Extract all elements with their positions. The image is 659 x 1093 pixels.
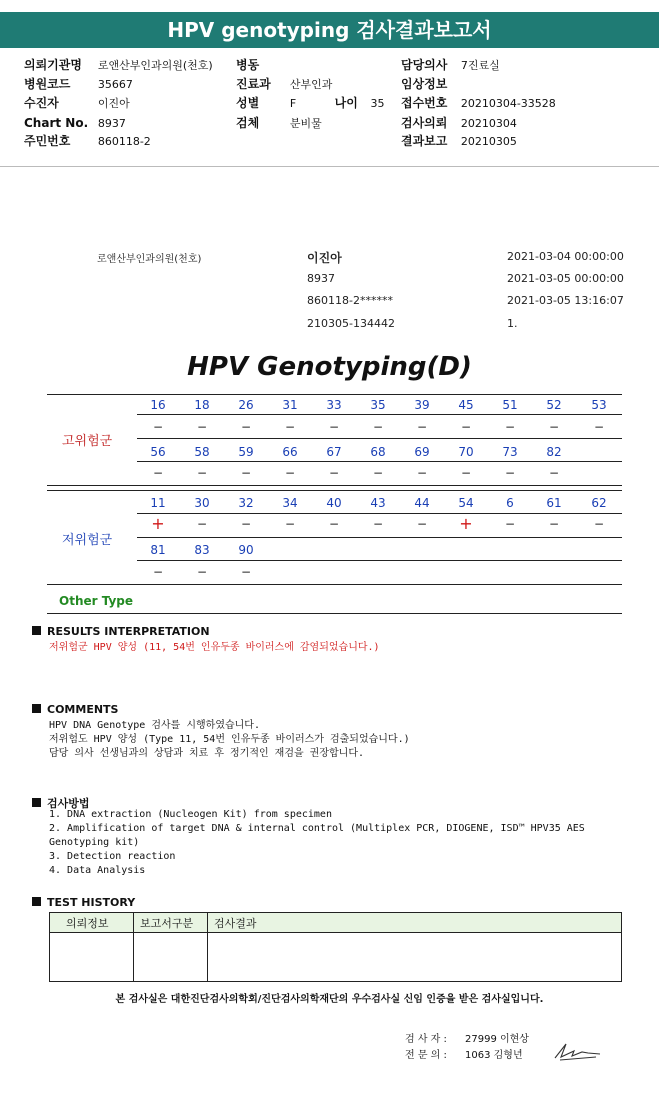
table-row	[50, 933, 622, 982]
hpv-type-number: 26	[238, 398, 254, 412]
genotyping-title: HPV Genotyping(D)	[187, 352, 472, 382]
sex-value: F	[289, 97, 297, 110]
department-value: 산부인과	[289, 78, 333, 91]
tester-value: 27999 이현상	[465, 1034, 529, 1045]
hpv-type-result: −	[593, 517, 605, 531]
doctor-label: 담당의사	[401, 58, 448, 72]
hpv-type-number: 18	[194, 398, 210, 412]
col-report-type: 보고서구분	[134, 913, 208, 933]
hpv-type-result: −	[416, 420, 428, 434]
hpv-type-result: −	[328, 466, 340, 480]
hpv-type-result: +	[151, 514, 165, 533]
hpv-type-number: 62	[591, 496, 607, 510]
hpv-type-result: −	[548, 517, 560, 531]
history-heading-text: TEST HISTORY	[47, 896, 136, 909]
sex-label: 성별	[236, 96, 260, 110]
info-name: 이진아	[307, 251, 342, 265]
hpv-type-result: −	[284, 517, 296, 531]
comments-heading	[32, 703, 118, 716]
hpv-type-number: 40	[326, 496, 342, 510]
hpv-type-number: 90	[238, 543, 254, 557]
hpv-type-result: −	[504, 420, 516, 434]
hpv-type-result: −	[196, 420, 208, 434]
hpv-type-number: 83	[194, 543, 210, 557]
hpv-type-result: −	[328, 517, 340, 531]
comment-line-2: 저위험도 HPV 양성 (Type 11, 54번 인유두종 바이러스가 검출되었습니다.)	[49, 734, 410, 745]
hospital-code-value: 35667	[97, 78, 133, 91]
specialist-value: 1063 김형년	[465, 1050, 523, 1061]
header-clinical-info	[401, 75, 457, 94]
hpv-type-number: 51	[502, 398, 518, 412]
header-sex-age	[236, 94, 384, 113]
hpv-type-number: 59	[238, 445, 254, 459]
hospital-code-label: 병원코드	[24, 77, 71, 91]
resident-no-label: 주민번호	[24, 134, 71, 148]
hpv-type-result: −	[240, 565, 252, 579]
table-cell	[134, 933, 208, 982]
hpv-type-number: 81	[150, 543, 166, 557]
report-date-label: 결과보고	[401, 134, 448, 148]
hpv-type-result: −	[460, 466, 472, 480]
header-doctor	[401, 56, 500, 75]
header-request-date	[401, 114, 517, 133]
hpv-type-number: 67	[326, 445, 342, 459]
specimen-value: 분비물	[289, 117, 322, 130]
hpv-type-number: 35	[370, 398, 386, 412]
specimen-label: 검체	[236, 116, 260, 130]
bullet-square-icon	[32, 704, 41, 713]
hpv-type-number: 16	[150, 398, 166, 412]
header-ward	[236, 56, 286, 75]
info-date2: 2021-03-05 00:00:00	[507, 272, 624, 285]
results-heading	[32, 625, 210, 638]
hpv-type-number: 11	[150, 496, 166, 510]
hpv-type-result: −	[593, 420, 605, 434]
hpv-type-result: −	[416, 466, 428, 480]
bullet-square-icon	[32, 897, 41, 906]
tester-signature-row	[405, 1030, 529, 1045]
table-cell	[208, 933, 622, 982]
accession-no-label: 접수번호	[401, 96, 448, 110]
header-examinee	[24, 94, 130, 113]
header-specimen	[236, 114, 322, 133]
high-risk-label: 고위험군	[62, 434, 113, 449]
doctor-value: 7진료실	[460, 59, 500, 72]
hpv-type-result: −	[372, 466, 384, 480]
hpv-type-result: −	[548, 420, 560, 434]
examinee-label: 수진자	[24, 96, 59, 110]
hpv-type-number: 6	[506, 496, 514, 510]
hpv-type-result: −	[504, 466, 516, 480]
hpv-type-result: −	[328, 420, 340, 434]
specialist-label: 전 문 의 :	[405, 1050, 447, 1061]
hpv-type-result: −	[284, 466, 296, 480]
hpv-type-result: −	[240, 466, 252, 480]
hpv-type-number: 53	[591, 398, 607, 412]
table-cell	[50, 933, 134, 982]
hpv-type-result: −	[460, 420, 472, 434]
hpv-type-result: −	[240, 517, 252, 531]
info-resident: 860118-2******	[307, 294, 393, 307]
grid-line	[137, 414, 622, 415]
grid-line	[47, 613, 622, 614]
header-separator	[0, 166, 659, 167]
methods-heading-text: 검사방법	[47, 797, 90, 810]
hpv-type-result: −	[372, 420, 384, 434]
clinical-info-label: 임상정보	[401, 77, 448, 91]
grid-line	[137, 438, 622, 439]
header-report-date	[401, 132, 517, 151]
col-test-result: 검사결과	[208, 913, 622, 933]
hpv-type-result: −	[504, 517, 516, 531]
grid-line	[137, 537, 622, 538]
grid-line	[47, 394, 622, 395]
hpv-type-number: 33	[326, 398, 342, 412]
header-hospital-code	[24, 75, 133, 94]
info-chart: 8937	[307, 272, 335, 285]
comment-line-1: HPV DNA Genotype 검사를 시행하였습니다.	[49, 720, 260, 731]
grid-line	[137, 513, 622, 514]
info-date1: 2021-03-04 00:00:00	[507, 250, 624, 263]
age-value: 35	[370, 97, 385, 110]
comments-heading-text: COMMENTS	[47, 703, 119, 716]
hpv-type-result: −	[152, 565, 164, 579]
tester-label: 검 사 자 :	[405, 1034, 447, 1045]
history-heading	[32, 896, 135, 909]
hpv-type-result: −	[284, 420, 296, 434]
hpv-type-number: 58	[194, 445, 210, 459]
specialist-signature-row	[405, 1046, 523, 1061]
report-date-value: 20210305	[460, 135, 517, 148]
hpv-type-number: 82	[546, 445, 562, 459]
bullet-square-icon	[32, 798, 41, 807]
resident-no-value: 860118-2	[97, 135, 151, 148]
hpv-type-number: 68	[370, 445, 386, 459]
hpv-type-number: 61	[546, 496, 562, 510]
hpv-type-number: 73	[502, 445, 518, 459]
hpv-type-number: 32	[238, 496, 254, 510]
method-line-3: Genotyping kit)	[49, 837, 140, 848]
results-text: 저위험군 HPV 양성 (11, 54번 인유두종 바이러스에 감염되었습니다.)	[49, 642, 380, 653]
hpv-type-number: 66	[282, 445, 298, 459]
age-label: 나이	[334, 96, 358, 110]
info-org: 로앤산부인과의원(천호)	[97, 254, 202, 265]
requesting-org-label: 의뢰기관명	[24, 58, 82, 72]
header-accession-no	[401, 94, 556, 113]
hpv-type-result: −	[196, 466, 208, 480]
hpv-type-number: 45	[458, 398, 474, 412]
bullet-square-icon	[32, 626, 41, 635]
method-line-1: 1. DNA extraction (Nucleogen Kit) from specimen	[49, 809, 332, 820]
hpv-type-result: −	[196, 565, 208, 579]
accession-no-value: 20210304-33528	[460, 97, 556, 110]
hpv-type-result: −	[416, 517, 428, 531]
hpv-type-number: 43	[370, 496, 386, 510]
table-header-row	[50, 913, 622, 933]
department-label: 진료과	[236, 77, 271, 91]
hpv-type-number: 70	[458, 445, 474, 459]
info-code: 210305-134442	[307, 317, 395, 330]
col-request-info: 의뢰정보	[50, 913, 134, 933]
method-line-4: 3. Detection reaction	[49, 851, 176, 862]
report-title: HPV genotyping 검사결과보고서	[0, 12, 659, 48]
hpv-type-number: 31	[282, 398, 298, 412]
test-history-table	[49, 912, 622, 982]
info-date3: 2021-03-05 13:16:07	[507, 294, 624, 307]
certification-note: 본 검사실은 대한진단검사의학회/진단검사의학재단의 우수검사실 신임 인증을 받은 검사실입니다.	[115, 994, 544, 1005]
grid-line	[47, 490, 622, 491]
hpv-type-result: −	[372, 517, 384, 531]
hpv-type-number: 39	[414, 398, 430, 412]
chart-no-value: 8937	[97, 117, 126, 130]
hpv-type-result: −	[152, 466, 164, 480]
hpv-type-result: +	[459, 514, 473, 533]
results-heading-text: RESULTS INTERPRETATION	[47, 625, 210, 638]
hpv-type-result: −	[152, 420, 164, 434]
method-line-5: 4. Data Analysis	[49, 865, 146, 876]
header-resident-no	[24, 132, 151, 151]
request-date-value: 20210304	[460, 117, 517, 130]
hpv-type-number: 56	[150, 445, 166, 459]
hpv-type-result: −	[548, 466, 560, 480]
ward-label: 병동	[236, 58, 260, 72]
hpv-type-number: 30	[194, 496, 210, 510]
hpv-type-result: −	[196, 517, 208, 531]
hpv-type-number: 52	[546, 398, 562, 412]
requesting-org-value: 로앤산부인과의원(천호)	[97, 59, 213, 72]
hpv-type-number: 34	[282, 496, 298, 510]
info-page: 1.	[507, 317, 518, 330]
grid-line	[137, 560, 622, 561]
grid-line	[47, 584, 622, 585]
hpv-type-number: 54	[458, 496, 474, 510]
comment-line-3: 담당 의사 선생님과의 상담과 치료 후 정기적인 재검을 권장합니다.	[49, 748, 365, 759]
hpv-type-number: 44	[414, 496, 430, 510]
chart-no-label: Chart No.	[24, 116, 89, 130]
method-line-2: 2. Amplification of target DNA & internal control (Multiplex PCR, DIOGENE, ISD™ HPV35 AES	[49, 823, 585, 834]
header-department	[236, 75, 332, 94]
handwritten-signature	[552, 1040, 606, 1064]
header-chart-no	[24, 114, 126, 133]
other-type-label: Other Type	[59, 594, 134, 608]
grid-line	[137, 461, 622, 462]
hpv-type-result: −	[240, 420, 252, 434]
low-risk-label: 저위험군	[62, 533, 113, 548]
request-date-label: 검사의뢰	[401, 116, 448, 130]
hpv-type-number: 69	[414, 445, 430, 459]
header-requesting-org	[24, 56, 213, 75]
examinee-value: 이진아	[97, 97, 130, 110]
grid-line	[47, 485, 622, 486]
